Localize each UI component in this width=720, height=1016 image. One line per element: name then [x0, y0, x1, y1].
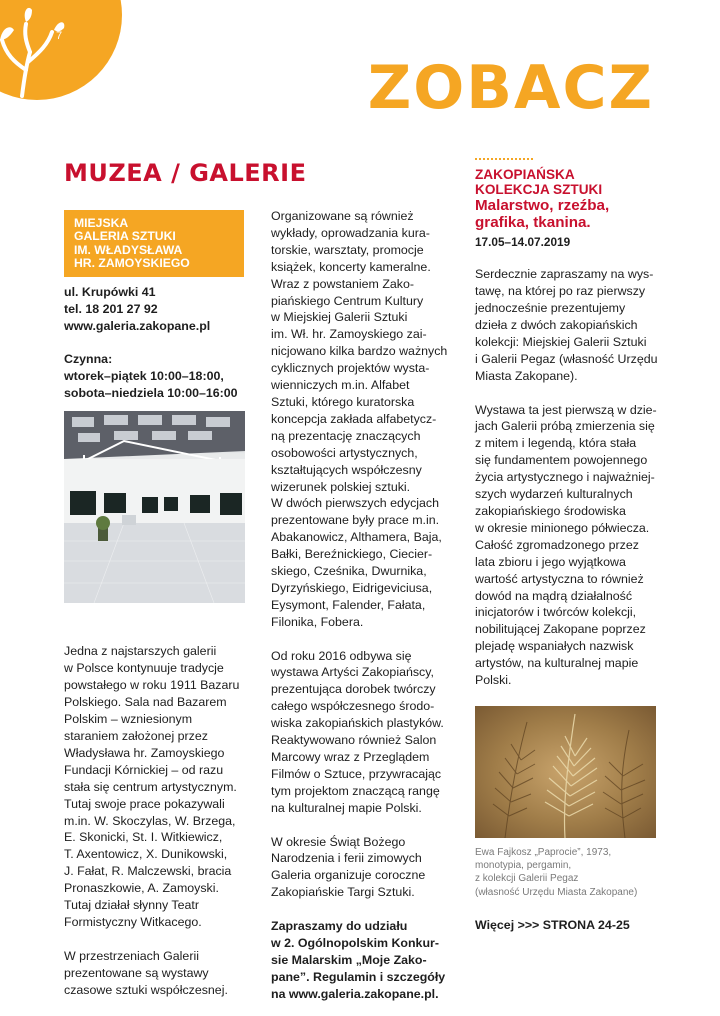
text-line: Wystawa ta jest pierwszą w dzie- — [475, 402, 657, 417]
text-line: inicjatorów i twórców kolekcji, — [475, 605, 637, 620]
text-line: Bałki, Bereźnickiego, Ciecier- — [271, 547, 433, 562]
programme-paragraph — [271, 208, 455, 631]
text-line: Organizowane są również — [271, 209, 414, 223]
text-line: stała się centrum artystycznym. — [64, 779, 237, 794]
text-line: Polskiego. Sala nad Bazarem — [64, 695, 227, 710]
text-line: kształtujących współczesny — [271, 462, 422, 477]
text-line: J. Fałat, R. Malczewski, bracia — [64, 864, 232, 879]
text-line: Zakopiańskie Targi Sztuki. — [271, 885, 415, 900]
text-line: piańskiego Centrum Kultury — [271, 293, 424, 308]
text-line: torskie, warsztaty, promocje — [271, 242, 424, 257]
text-line: wizerunek polskiej sztuki. — [271, 479, 411, 494]
text-line: koncepcja zakłada alfabetycz- — [271, 411, 437, 426]
text-line: prezentowane są wystawy — [64, 965, 209, 980]
text-line: zakopiańskiego środowiska — [475, 503, 626, 518]
text-line: ną prezentację znaczących — [271, 428, 421, 443]
text-line: Władysława hr. Zamoyskiego — [64, 745, 225, 760]
text-line: na kulturalnej mapie Polski. — [271, 800, 422, 815]
text-line: skiego, Cześnika, Dwurnika, — [271, 564, 427, 579]
text-line: E. Skonicki, St. I. Witkiewicz, — [64, 830, 223, 845]
text-line: Galeria organizuje coroczne — [271, 868, 426, 883]
text-line: wystawa Artyści Zakopiańscy, — [271, 665, 434, 680]
text-line: Serdecznie zapraszamy na wys- — [475, 267, 654, 282]
text-line: Marcowy wraz z Przeglądem — [271, 749, 430, 764]
text-line: wartość artystyczna to również — [475, 571, 644, 586]
text-line: osobowości artystycznych, — [271, 445, 418, 460]
gallery-interior-photo — [64, 411, 245, 603]
exhibition-subtitle — [475, 198, 661, 232]
hours-weekdays: wtorek–piątek 10:00–18:00, — [64, 368, 224, 383]
text-line: wykłady, oprowadzania kura- — [271, 225, 430, 240]
text-line: W okresie Świąt Bożego — [271, 834, 406, 849]
gallery-name-line: GALERIA SZTUKI — [74, 229, 176, 244]
text-line: Narodzenia i ferii zimowych — [271, 851, 422, 866]
text-line: Jedna z najstarszych galerii — [64, 644, 217, 659]
text-line: Filmów o Sztuce, przywracając — [271, 766, 442, 781]
section-title: MUZEA / GALERIE — [64, 159, 307, 187]
more-link[interactable]: Więcej >>> STRONA 24-25 — [475, 917, 630, 932]
text-line: Fundacji Kórnickiej – od razu — [64, 762, 224, 777]
text-line: Miasta Zakopane). — [475, 368, 578, 383]
gallery-exhibitions-paragraph — [64, 948, 254, 999]
page-number: 7 — [56, 30, 63, 42]
opening-hours — [64, 351, 254, 402]
text-line: Polskim – wzniesionym — [64, 712, 193, 727]
competition-invitation — [271, 918, 455, 1003]
hours-label: Czynna: — [64, 351, 113, 366]
dotted-divider — [475, 158, 533, 160]
caption-line: monotypia, pergamin, — [475, 860, 572, 872]
text-line: Polski. — [475, 673, 512, 688]
text-line: T. Axentowicz, X. Dunikowski, — [64, 847, 228, 862]
text-line: całego współczesnego środo- — [271, 699, 435, 714]
text-line: plejadę wspaniałych nazwisk — [475, 639, 634, 654]
text-line: W dwóch pierwszych edycjach — [271, 496, 440, 511]
text-line: im. Wł. hr. Zamoyskiego zai- — [271, 327, 427, 342]
text-line: wienniczych m.in. Alfabet — [271, 378, 410, 393]
text-line: życia artystycznego i najważniej- — [475, 470, 655, 485]
exhibition-subtitle-line: Malarstwo, rzeźba, — [475, 196, 610, 214]
exhibition-title-line: ZAKOPIAŃSKA — [475, 167, 575, 182]
text-line: z mitem i legendą, która stała — [475, 436, 637, 451]
text-line: kolekcji: Miejskiej Galerii Sztuki — [475, 334, 647, 349]
art-fair-paragraph — [271, 834, 455, 902]
gallery-name-box — [64, 210, 244, 277]
phone-number: tel. 18 201 27 92 — [64, 301, 158, 316]
text-line: powstałego w roku 1911 Bazaru — [64, 678, 240, 693]
website-link[interactable]: www.galeria.zakopane.pl — [64, 318, 211, 333]
gallery-name-line: HR. ZAMOYSKIEGO — [74, 256, 190, 271]
text-line: cyklicznych projektów wysta- — [271, 361, 430, 376]
text-line: Pronaszkowie, A. Zamoyski. — [64, 881, 219, 896]
text-line: staraniem założonej przez — [64, 728, 208, 743]
text-line: tym projektom znaczącą rangę — [271, 783, 440, 798]
street-address: ul. Krupówki 41 — [64, 285, 156, 299]
text-line: w okresie minionego półwiecza. — [475, 520, 650, 535]
gallery-address — [64, 284, 254, 335]
exhibition-description-paragraph — [475, 402, 661, 689]
text-line: lata zbioru i jego wyjątkowa — [475, 554, 626, 569]
text-line: m.in. W. Skoczylas, W. Brzega, — [64, 813, 236, 828]
text-line: artystów, na kulturalnej mapie — [475, 656, 639, 671]
text-line: wiska zakopiańskich plastyków. — [271, 716, 444, 731]
exhibition-dates: 17.05–14.07.2019 — [475, 235, 571, 250]
text-line: W przestrzeniach Galerii — [64, 948, 199, 963]
text-line: Filonika, Fobera. — [271, 614, 364, 629]
text-line: Tutaj swoje prace pokazywali — [64, 796, 225, 811]
text-line: Zapraszamy do udziału — [271, 919, 408, 934]
exhibition-intro-paragraph — [475, 266, 661, 384]
text-line: Formistyczny Witkacego. — [64, 914, 202, 929]
text-line: Abakanowicz, Althamera, Baja, — [271, 530, 442, 545]
text-line: nobilitującej Zakopane poprzez — [475, 622, 646, 637]
text-line: czasowe sztuki współczesnej. — [64, 982, 228, 997]
text-line: nicjowano kilka bardzo ważnych — [271, 344, 448, 359]
exhibition-subtitle-line: grafika, tkanina. — [475, 213, 591, 231]
text-line: pane”. Regulamin i szczegóły — [271, 969, 446, 984]
text-line: Sztuki, którego kuratorska — [271, 394, 415, 409]
text-line: w 2. Ogólnopolskim Konkur- — [271, 935, 439, 950]
text-line: prezentowane były prace m.in. — [271, 513, 440, 528]
text-line: Reaktywowano również Salon — [271, 733, 437, 748]
exhibition-title-line: KOLEKCJA SZTUKI — [475, 182, 603, 198]
page-title: ZOBACZ — [367, 53, 654, 123]
caption-line: z kolekcji Galerii Pegaz — [475, 873, 579, 885]
column-gallery-programme — [271, 208, 455, 1003]
fern-artwork-image — [475, 706, 656, 838]
hours-weekend: sobota–niedziela 10:00–16:00 — [64, 385, 238, 400]
gallery-history-paragraph — [64, 643, 254, 930]
plant-leaf-icon — [0, 0, 70, 100]
exhibition-title — [475, 167, 661, 198]
text-line: Dyrzyńskiego, Eidrigeviciusa, — [271, 580, 433, 595]
text-line: się fundamentem powojennego — [475, 453, 648, 468]
column-gallery-info — [64, 210, 254, 998]
text-line: sie Malarskim „Moje Zako- — [271, 952, 427, 967]
text-line: Wraz z powstaniem Zako- — [271, 276, 414, 291]
text-line: tawę, na której po raz pierwszy — [475, 284, 646, 299]
artists-exhibition-paragraph — [271, 648, 455, 817]
gallery-name-line: MIEJSKA — [74, 216, 129, 230]
artwork-caption — [475, 846, 661, 899]
text-line: książek, koncerty kameralne. — [271, 259, 431, 274]
text-line: prezentująca dorobek twórczy — [271, 682, 436, 697]
caption-line: Ewa Fajkosz „Paprocie”, 1973, — [475, 846, 612, 858]
text-line: w Polsce kontynuuje tradycje — [64, 661, 224, 676]
text-line: Całość zgromadzonego przez — [475, 537, 639, 552]
column-exhibition — [475, 158, 661, 934]
text-line: jach Galerii próbą zmierzenia się — [475, 419, 655, 434]
text-line: Od roku 2016 odbywa się — [271, 648, 412, 663]
text-line: szych wydarzeń kulturalnych — [475, 487, 633, 502]
competition-link[interactable]: na www.galeria.zakopane.pl. — [271, 986, 439, 1001]
gallery-name-line: IM. WŁADYSŁAWA — [74, 242, 183, 257]
text-line: dowód na mądrą działalność — [475, 588, 633, 603]
text-line: Tutaj działał słynny Teatr — [64, 898, 199, 913]
text-line: w Miejskiej Galerii Sztuki — [271, 310, 408, 325]
text-line: jednocześnie prezentujemy — [475, 301, 626, 316]
text-line: i Galerii Pegaz (własność Urzędu — [475, 351, 658, 366]
text-line: Eysymont, Falender, Fałata, — [271, 597, 426, 612]
text-line: dzieła z dwóch zakopiańskich — [475, 318, 638, 333]
caption-line: (własność Urzędu Miasta Zakopane) — [475, 886, 638, 898]
